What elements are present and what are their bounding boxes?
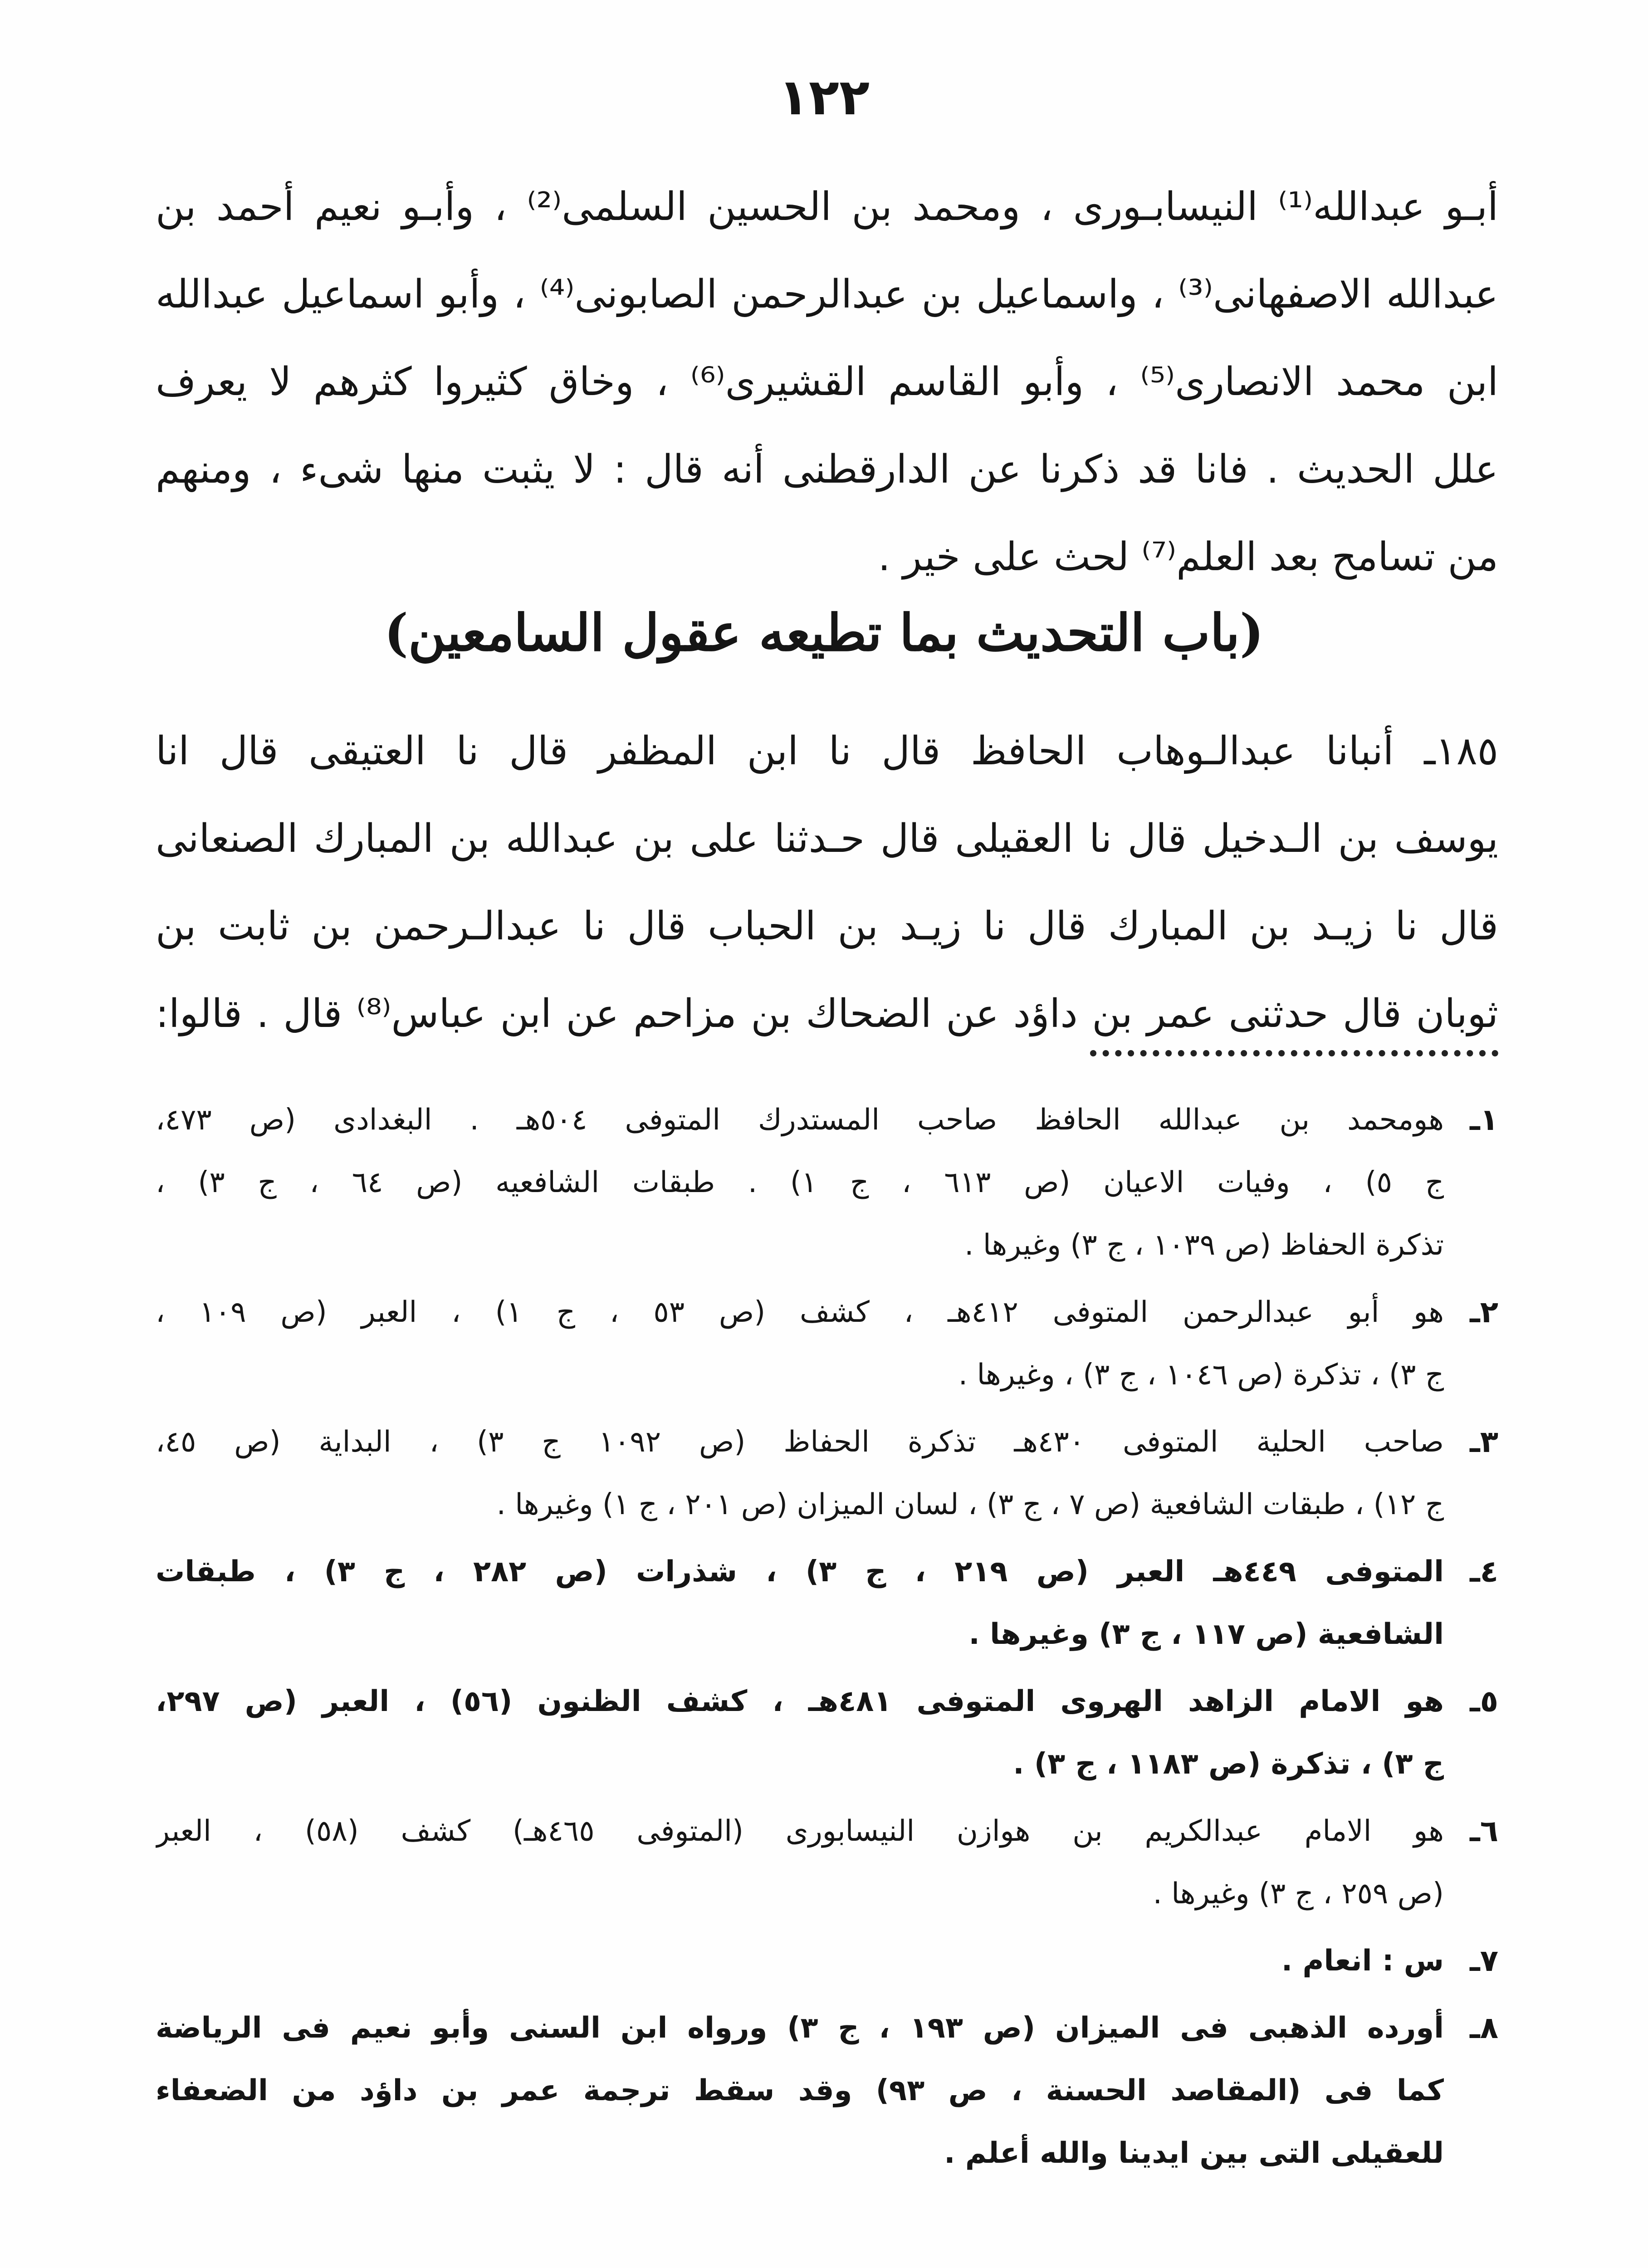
paragraph-hadith [156,708,1498,1058]
footnote-number: ٣ـ [1470,1424,1498,1459]
text-line: من تسامح بعد العلم⁽⁷⁾ لحث على خير . [878,534,1498,580]
paragraph-main [156,163,1498,601]
text-line: عبدالله الاصفهانى⁽³⁾ ، واسماعيل بن عبدالرحمن الصابونى⁽⁴⁾ ، وأبو اسماعيل عبدالله [156,272,1498,317]
footnote-separator [1090,1032,1498,1056]
footnote-line: كما فى (المقاصد الحسنة ، ص ٩٣) وقد سقط ترجمة عمر بن داؤد من الضعفاء [156,2074,1444,2107]
text-line: قال نا زيـد بن المبارك قال نا زيـد بن الحباب قال نا عبدالـرحمن بن ثابت بن [156,904,1498,949]
text-line: ثوبان قال حدثنى عمر بن داؤد عن الضحاك بن مزاحم عن ابن عباس⁽⁸⁾ قال . قالوا: [156,991,1498,1036]
footnote-number: ٧ـ [1470,1943,1498,1978]
footnote-line: (ص ٢٥٩ ، ج ٣) وغيرها . [1153,1877,1444,1911]
footnote-line: أورده الذهبى فى الميزان (ص ١٩٣ ، ج ٣) ورواه ابن السنى وأبو نعيم فى الرياضة [156,2011,1444,2045]
footnote-line: ج ٣) ، تذكرة (ص ١١٨٣ ، ج ٣) . [1013,1747,1444,1781]
text-line: يوسف بن الـدخيل قال نا العقيلى قال حـدثنا على بن عبدالله بن المبارك الصنعانى [156,816,1498,861]
footnote [156,1411,1498,1536]
footnote-line: تذكرة الحفاظ (ص ١٠٣٩ ، ج ٣) وغيرها . [964,1228,1444,1262]
footnote-number: ٨ـ [1470,2010,1498,2045]
footnote-line: ج ٣) ، تذكرة (ص ١٠٤٦ ، ج ٣) ، وغيرها . [958,1358,1444,1392]
footnote-line: الشافعية (ص ١١٧ ، ج ٣) وغيرها . [968,1618,1444,1651]
footnote [156,1997,1498,2185]
footnote-line: هو الامام عبدالكريم بن هوازن النيسابورى (المتوفى ٤٦٥هـ) كشف (٥٨) ، العبر [156,1814,1444,1848]
text-line: ١٨٥ـ أنبانا عبدالـوهاب الحافظ قال نا ابن المظفر قال نا العتيقى قال انا [156,728,1498,774]
footnote [156,1930,1498,1992]
footnote-line: هو أبو عبدالرحمن المتوفى ٤١٢هـ ، كشف (ص ٥٣ ، ج ١) ، العبر (ص ١٠٩ ، [156,1295,1444,1329]
page-number: ١٢٢ [778,68,870,126]
footnote [156,1670,1498,1795]
footnote-number: ٥ـ [1470,1684,1498,1719]
text-line: ابن محمد الانصارى⁽⁵⁾ ، وأبو القاسم القشيرى⁽⁶⁾ ، وخاق كثيروا كثرهم لا يعرف [156,359,1498,405]
footnote-line: س : انعام . [1281,1944,1444,1978]
text-line: علل الحديث . فانا قد ذكرنا عن الدارقطنى أنه قال : لا يثبت منها شىء ، ومنهم [156,447,1498,492]
footnote [156,1800,1498,1925]
footnotes [156,1089,1498,2189]
footnote-line: هو الامام الزاهد الهروى المتوفى ٤٨١هـ ، كشف الظنون (٥٦) ، العبر (ص ٢٩٧، [156,1685,1444,1718]
footnote-number: ١ـ [1470,1102,1498,1137]
footnote-line: للعقيلى التى بين ايدينا والله أعلم . [944,2136,1444,2170]
footnote [156,1089,1498,1276]
footnote-line: ج ٥) ، وفيات الاعيان (ص ٦١٣ ، ج ١) . طبقات الشافعيه (ص ٦٤ ، ج ٣) ، [156,1166,1444,1199]
footnote-line: صاحب الحلية المتوفى ٤٣٠هـ تذكرة الحفاظ (ص ١٠٩٢ ج ٣) ، البداية (ص ٤٥، [156,1425,1444,1459]
footnote-number: ٦ـ [1470,1813,1498,1848]
footnote-line: المتوفى ٤٤٩هـ العبر (ص ٢١٩ ، ج ٣) ، شذرات (ص ٢٨٢ ، ج ٣) ، طبقات [156,1555,1444,1589]
footnote-line: ج ١٢) ، طبقات الشافعية (ص ٧ ، ج ٣) ، لسان الميزان (ص ٢٠١ ، ج ١) وغيرها . [496,1488,1444,1521]
footnote-number: ٤ـ [1470,1554,1498,1589]
chapter-heading: (باب التحديث بما تطيعه عقول السامعين) [384,603,1264,663]
footnote-number: ٢ـ [1470,1295,1498,1330]
footnote [156,1540,1498,1666]
footnote [156,1281,1498,1406]
text-line: أبـو عبدالله⁽¹⁾ النيسابـورى ، ومحمد بن الحسين السلمى⁽²⁾ ، وأبـو نعيم أحمد بن [156,184,1498,230]
footnote-line: هومحمد بن عبدالله الحافظ صاحب المستدرك المتوفى ٥٠٤هـ . البغدادى (ص ٤٧٣، [156,1103,1444,1137]
